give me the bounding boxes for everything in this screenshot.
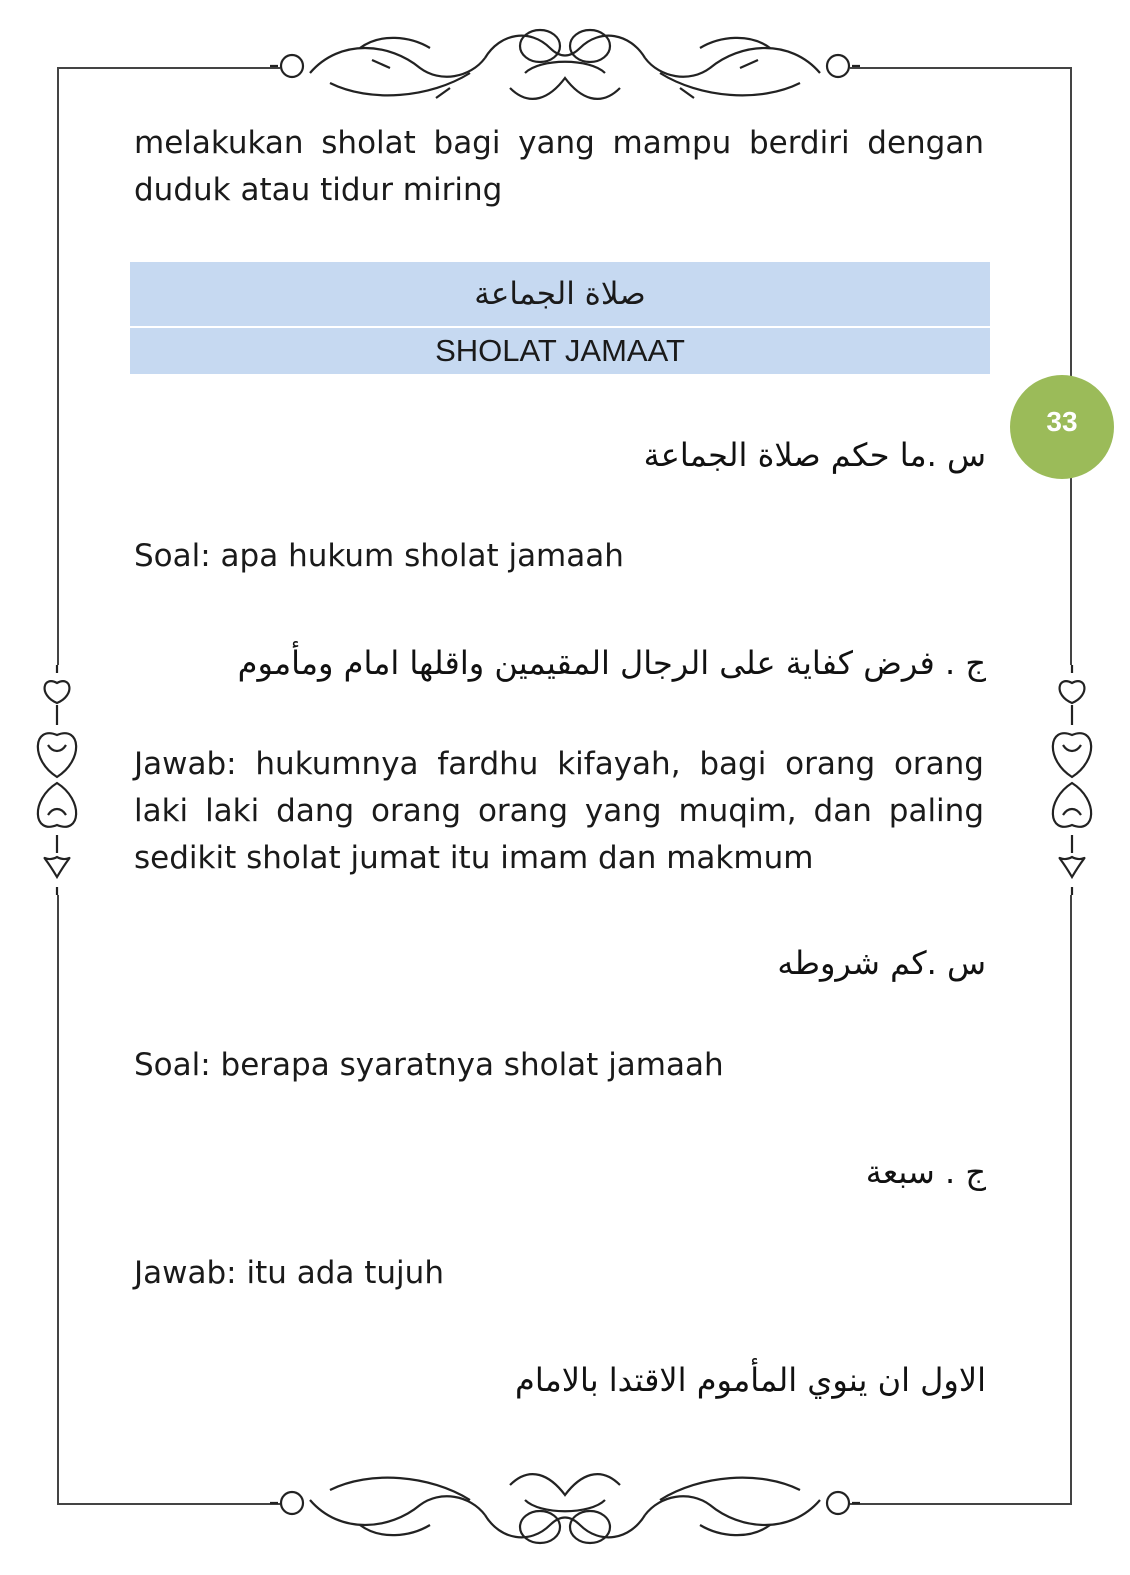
answer-latin: Jawab: hukumnya fardhu kifayah, bagi orang orang laki laki dang orang orang yang muqim, dan paling sedikit sholat jumat itu imam dan makmum xyxy=(134,746,984,876)
question-latin: Soal: berapa syaratnya sholat jamaah xyxy=(134,1047,724,1083)
answer-arabic: ج . فرض كفاية على الرجال المقيمين واقلها امام ومأموم xyxy=(237,644,986,682)
section-title-latin: SHOLAT JAMAAT xyxy=(130,328,990,374)
answer-arabic: ج . سبعة xyxy=(865,1153,986,1191)
answer-latin: Jawab: itu ada tujuh xyxy=(134,1255,444,1291)
section-title-arabic: صلاة الجماعة xyxy=(130,262,990,326)
page-number-badge: 33 xyxy=(1010,375,1114,479)
list-item-arabic: الاول ان ينوي المأموم الاقتدا بالامام xyxy=(515,1361,986,1399)
question-latin: Soal: apa hukum sholat jamaah xyxy=(134,538,624,574)
left-ornament-icon xyxy=(28,665,86,895)
bottom-ornament-icon xyxy=(270,1455,860,1555)
question-arabic: س .كم شروطه xyxy=(777,944,986,982)
question-arabic: س .ما حكم صلاة الجماعة xyxy=(643,436,986,474)
right-ornament-icon xyxy=(1043,665,1101,895)
top-ornament-icon xyxy=(270,18,860,113)
intro-paragraph: melakukan sholat bagi yang mampu berdiri dengan duduk atau tidur miring xyxy=(134,125,984,208)
